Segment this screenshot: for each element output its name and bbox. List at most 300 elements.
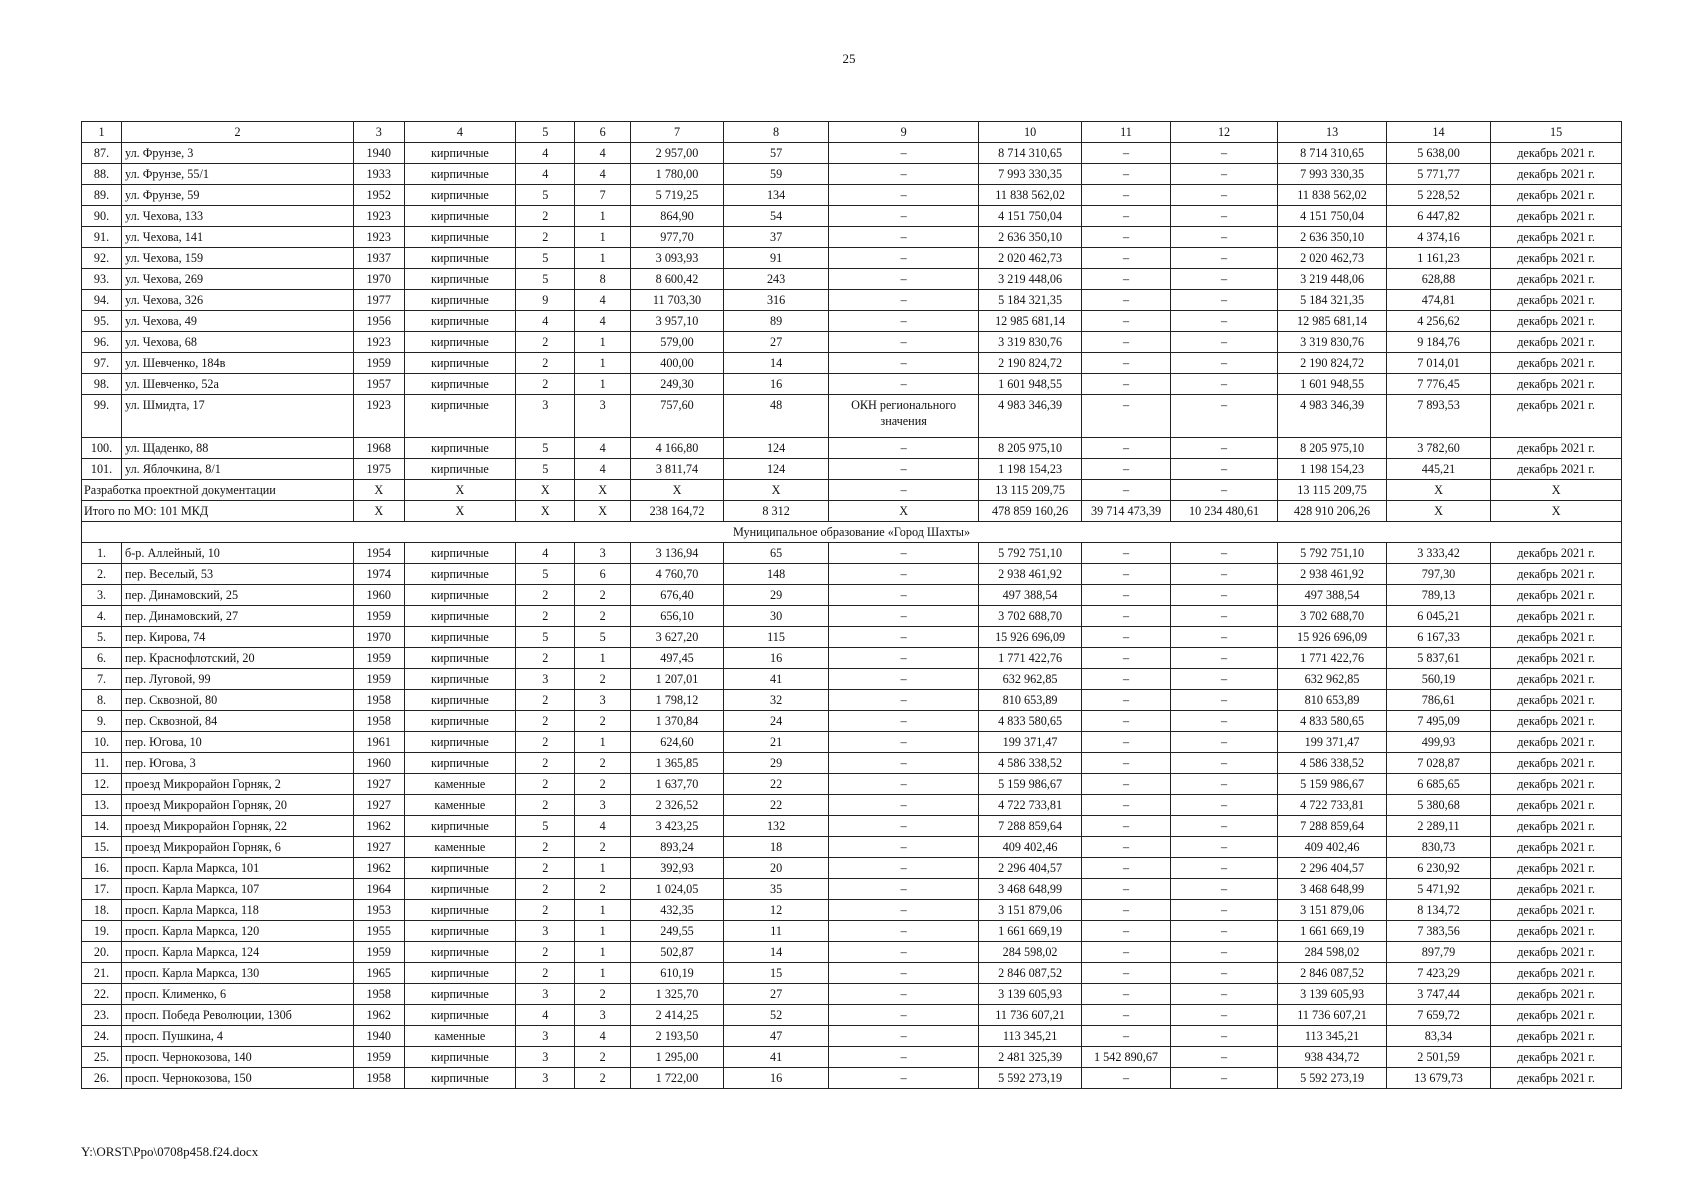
table-row	[82, 269, 1622, 290]
table-cell: 2	[516, 374, 575, 395]
table-cell: –	[1082, 480, 1171, 501]
table-cell: 1959	[353, 942, 404, 963]
table-cell: 5 380,68	[1386, 795, 1490, 816]
table-cell: просп. Клименко, 6	[122, 984, 354, 1005]
table-cell: кирпичные	[404, 353, 516, 374]
table-cell: 7 993 330,35	[1278, 164, 1387, 185]
table-cell: Х	[516, 501, 575, 522]
table-cell: –	[1082, 942, 1171, 963]
table-cell: 2	[516, 227, 575, 248]
table-cell: 786,61	[1386, 690, 1490, 711]
table-cell: –	[1170, 963, 1278, 984]
header-cell: 15	[1491, 122, 1622, 143]
table-cell: 14	[723, 942, 828, 963]
table-cell: 88.	[82, 164, 122, 185]
table-row	[82, 374, 1622, 395]
table-cell: кирпичные	[404, 816, 516, 837]
table-cell: 2	[516, 648, 575, 669]
table-cell: 1	[575, 900, 631, 921]
table-cell: ул. Щаденко, 88	[122, 438, 354, 459]
table-cell: 1 198 154,23	[1278, 459, 1387, 480]
table-cell: –	[829, 185, 979, 206]
table-cell: 91	[723, 248, 828, 269]
table-cell: 3 702 688,70	[978, 606, 1081, 627]
table-cell: 16.	[82, 858, 122, 879]
table-cell: кирпичные	[404, 942, 516, 963]
header-cell: 5	[516, 122, 575, 143]
table-cell: –	[1082, 227, 1171, 248]
table-cell: 1	[575, 353, 631, 374]
page-number: 25	[842, 51, 856, 66]
table-cell: –	[829, 837, 979, 858]
table-cell: 94.	[82, 290, 122, 311]
table-cell: 249,55	[631, 921, 724, 942]
table-cell: 1 161,23	[1386, 248, 1490, 269]
table-cell: 5 159 986,67	[978, 774, 1081, 795]
table-cell: 15 926 696,09	[978, 627, 1081, 648]
table-cell: 26.	[82, 1068, 122, 1089]
table-cell: 1	[575, 227, 631, 248]
table-cell: декабрь 2021 г.	[1491, 164, 1622, 185]
table-cell: 1923	[353, 227, 404, 248]
table-cell: 1	[575, 332, 631, 353]
table-cell: –	[829, 795, 979, 816]
table-cell: 2	[575, 585, 631, 606]
table-cell: пер. Югова, 3	[122, 753, 354, 774]
table-cell: 2	[516, 206, 575, 227]
table-cell: Х	[575, 480, 631, 501]
table-cell: Х	[404, 480, 516, 501]
table-cell: 797,30	[1386, 564, 1490, 585]
table-row	[82, 711, 1622, 732]
table-cell: 9	[516, 290, 575, 311]
table-cell: пер. Веселый, 53	[122, 564, 354, 585]
table-cell: 3 219 448,06	[978, 269, 1081, 290]
table-cell: проезд Микрорайон Горняк, 2	[122, 774, 354, 795]
table-cell: –	[1170, 711, 1278, 732]
table-cell: Х	[353, 480, 404, 501]
table-cell: –	[1082, 164, 1171, 185]
table-cell: 4	[575, 438, 631, 459]
table-cell: –	[1170, 585, 1278, 606]
table-cell: –	[1082, 690, 1171, 711]
table-cell: 1962	[353, 858, 404, 879]
table-cell: –	[1082, 185, 1171, 206]
table-cell: 1962	[353, 816, 404, 837]
table-row	[82, 984, 1622, 1005]
table-cell: 1 601 948,55	[1278, 374, 1387, 395]
table-cell: 3	[575, 690, 631, 711]
table-cell: 1 661 669,19	[1278, 921, 1387, 942]
table-cell: –	[1170, 227, 1278, 248]
table-cell: декабрь 2021 г.	[1491, 648, 1622, 669]
table-cell: 432,35	[631, 900, 724, 921]
table-cell: Х	[404, 501, 516, 522]
table-cell: –	[1082, 1005, 1171, 1026]
table-cell: 124	[723, 438, 828, 459]
table-cell: 5 792 751,10	[1278, 543, 1387, 564]
table-cell: 2	[516, 837, 575, 858]
table-cell: 2	[516, 795, 575, 816]
table-cell: 1 295,00	[631, 1047, 724, 1068]
table-cell: –	[829, 564, 979, 585]
table-cell: 2 636 350,10	[978, 227, 1081, 248]
table-cell: 8	[575, 269, 631, 290]
table-cell: 5	[516, 438, 575, 459]
table-cell: –	[1170, 1005, 1278, 1026]
table-cell: 3 957,10	[631, 311, 724, 332]
table-cell: пер. Краснофлотский, 20	[122, 648, 354, 669]
table-cell: 1 198 154,23	[978, 459, 1081, 480]
table-cell: 1961	[353, 732, 404, 753]
table-cell: кирпичные	[404, 648, 516, 669]
table-cell: кирпичные	[404, 1005, 516, 1026]
table-cell: –	[829, 164, 979, 185]
table-cell: 29	[723, 753, 828, 774]
table-cell: 7 383,56	[1386, 921, 1490, 942]
table-cell: 1958	[353, 690, 404, 711]
table-cell: 8.	[82, 690, 122, 711]
table-cell: 24.	[82, 1026, 122, 1047]
table-cell: 4	[575, 164, 631, 185]
table-cell: 2 481 325,39	[978, 1047, 1081, 1068]
table-cell: 2	[516, 585, 575, 606]
table-cell: 1	[575, 732, 631, 753]
table-cell: –	[1082, 753, 1171, 774]
table-cell: 409 402,46	[978, 837, 1081, 858]
table-cell: 4 586 338,52	[1278, 753, 1387, 774]
table-cell: 1 637,70	[631, 774, 724, 795]
table-cell: 2 938 461,92	[1278, 564, 1387, 585]
table-cell: 5	[516, 564, 575, 585]
table-cell: декабрь 2021 г.	[1491, 374, 1622, 395]
municipality-total-row-label: Итого по МО: 101 МКД	[82, 501, 354, 522]
table-cell: ул. Чехова, 326	[122, 290, 354, 311]
table-cell: просп. Пушкина, 4	[122, 1026, 354, 1047]
table-cell: 632 962,85	[978, 669, 1081, 690]
table-cell: кирпичные	[404, 564, 516, 585]
table-cell: 65	[723, 543, 828, 564]
table-cell: декабрь 2021 г.	[1491, 543, 1622, 564]
table-row	[82, 816, 1622, 837]
table-cell: 893,24	[631, 837, 724, 858]
table-cell: 93.	[82, 269, 122, 290]
table-cell: декабрь 2021 г.	[1491, 227, 1622, 248]
table-cell: кирпичные	[404, 879, 516, 900]
design-documentation-row-label: Разработка проектной документации	[82, 480, 354, 501]
table-cell: –	[1170, 164, 1278, 185]
table-row	[82, 753, 1622, 774]
table-cell: ул. Чехова, 68	[122, 332, 354, 353]
table-cell: 7 288 859,64	[1278, 816, 1387, 837]
header-cell: 7	[631, 122, 724, 143]
table-cell: –	[829, 1005, 979, 1026]
table-cell: 17.	[82, 879, 122, 900]
table-cell: 2	[575, 774, 631, 795]
table-cell: 5	[516, 185, 575, 206]
table-cell: Х	[723, 480, 828, 501]
table-cell: –	[829, 753, 979, 774]
table-cell: 632 962,85	[1278, 669, 1387, 690]
table-cell: 4	[516, 543, 575, 564]
table-cell: –	[1170, 795, 1278, 816]
table-cell: 5	[516, 816, 575, 837]
table-cell: 1933	[353, 164, 404, 185]
table-row	[82, 942, 1622, 963]
table-cell: 3 151 879,06	[1278, 900, 1387, 921]
table-cell: декабрь 2021 г.	[1491, 900, 1622, 921]
table-cell: 7.	[82, 669, 122, 690]
table-cell: –	[1170, 374, 1278, 395]
table-cell: 2	[575, 879, 631, 900]
table-cell: 115	[723, 627, 828, 648]
table-cell: 5	[516, 269, 575, 290]
table-cell: 8 134,72	[1386, 900, 1490, 921]
table-cell: проезд Микрорайон Горняк, 6	[122, 837, 354, 858]
table-cell: 1977	[353, 290, 404, 311]
table-cell: 1923	[353, 332, 404, 353]
table-cell: 3 782,60	[1386, 438, 1490, 459]
table-cell: кирпичные	[404, 227, 516, 248]
table-cell: кирпичные	[404, 269, 516, 290]
table-cell: 977,70	[631, 227, 724, 248]
table-cell: ул. Шевченко, 52а	[122, 374, 354, 395]
table-cell: декабрь 2021 г.	[1491, 311, 1622, 332]
table-cell: декабрь 2021 г.	[1491, 858, 1622, 879]
table-cell: –	[1082, 1026, 1171, 1047]
table-cell: 96.	[82, 332, 122, 353]
table-cell: 1953	[353, 900, 404, 921]
table-cell: 3	[575, 1005, 631, 1026]
table-cell: –	[1082, 353, 1171, 374]
table-cell: кирпичные	[404, 143, 516, 164]
table-cell: 392,93	[631, 858, 724, 879]
table-cell: 15.	[82, 837, 122, 858]
table-cell: 1	[575, 942, 631, 963]
table-cell: 1958	[353, 984, 404, 1005]
table-cell: –	[1082, 564, 1171, 585]
table-cell: 474,81	[1386, 290, 1490, 311]
table-cell: 5 159 986,67	[1278, 774, 1387, 795]
table-cell: декабрь 2021 г.	[1491, 879, 1622, 900]
table-cell: 1965	[353, 963, 404, 984]
table-cell: 113 345,21	[1278, 1026, 1387, 1047]
table-cell: 2	[575, 711, 631, 732]
table-cell: 7 659,72	[1386, 1005, 1490, 1026]
table-cell: 502,87	[631, 942, 724, 963]
table-cell: Х	[353, 501, 404, 522]
table-cell: 4 983 346,39	[1278, 395, 1387, 438]
table-cell: 5	[516, 627, 575, 648]
table-cell: –	[829, 353, 979, 374]
table-cell: 4	[575, 290, 631, 311]
table-cell: декабрь 2021 г.	[1491, 711, 1622, 732]
table-cell: декабрь 2021 г.	[1491, 185, 1622, 206]
table-cell: пер. Югова, 10	[122, 732, 354, 753]
table-row	[82, 438, 1622, 459]
table-cell: –	[1082, 206, 1171, 227]
table-cell: 5 771,77	[1386, 164, 1490, 185]
table-cell: 4	[575, 311, 631, 332]
table-cell: декабрь 2021 г.	[1491, 438, 1622, 459]
table-cell: 1 365,85	[631, 753, 724, 774]
table-cell: 18	[723, 837, 828, 858]
table-cell: 23.	[82, 1005, 122, 1026]
table-cell: 1954	[353, 543, 404, 564]
table-cell: 497,45	[631, 648, 724, 669]
table-cell: –	[1082, 984, 1171, 1005]
table-cell: 6 447,82	[1386, 206, 1490, 227]
table-cell: –	[1082, 248, 1171, 269]
table-cell: 2	[516, 753, 575, 774]
table-cell: 1956	[353, 311, 404, 332]
table-cell: 6 167,33	[1386, 627, 1490, 648]
table-cell: 113 345,21	[978, 1026, 1081, 1047]
table-row	[82, 143, 1622, 164]
table-row	[82, 459, 1622, 480]
table-cell: –	[829, 248, 979, 269]
table-cell: –	[1170, 816, 1278, 837]
table-cell: 4 151 750,04	[1278, 206, 1387, 227]
table-cell: 98.	[82, 374, 122, 395]
table-cell: 1 771 422,76	[978, 648, 1081, 669]
table-cell: 5 719,25	[631, 185, 724, 206]
table-cell: 3 319 830,76	[1278, 332, 1387, 353]
table-cell: декабрь 2021 г.	[1491, 690, 1622, 711]
table-cell: 4	[575, 143, 631, 164]
table-row	[82, 627, 1622, 648]
table-cell: 2	[516, 942, 575, 963]
table-cell: 3.	[82, 585, 122, 606]
table-cell: 8 714 310,65	[978, 143, 1081, 164]
table-cell: 12.	[82, 774, 122, 795]
table-cell: 7 776,45	[1386, 374, 1490, 395]
table-cell: просп. Карла Маркса, 120	[122, 921, 354, 942]
table-cell: –	[1082, 648, 1171, 669]
table-cell: –	[1082, 438, 1171, 459]
table-cell: кирпичные	[404, 185, 516, 206]
table-cell: 1964	[353, 879, 404, 900]
table-cell: декабрь 2021 г.	[1491, 269, 1622, 290]
table-cell: кирпичные	[404, 606, 516, 627]
table-cell: 3 627,20	[631, 627, 724, 648]
table-cell: просп. Чернокозова, 140	[122, 1047, 354, 1068]
table-cell: –	[1082, 816, 1171, 837]
table-cell: 13 115 209,75	[978, 480, 1081, 501]
table-cell: 284 598,02	[978, 942, 1081, 963]
table-cell: –	[1170, 459, 1278, 480]
table-cell: 810 653,89	[978, 690, 1081, 711]
table-cell: 579,00	[631, 332, 724, 353]
table-cell: 1974	[353, 564, 404, 585]
table-cell: –	[829, 879, 979, 900]
table-cell: 2 020 462,73	[978, 248, 1081, 269]
table-cell: кирпичные	[404, 438, 516, 459]
table-cell: 35	[723, 879, 828, 900]
table-cell: 19.	[82, 921, 122, 942]
table-cell: 8 714 310,65	[1278, 143, 1387, 164]
table-cell: 3	[575, 395, 631, 438]
table-row	[82, 732, 1622, 753]
table-cell: каменные	[404, 1026, 516, 1047]
section-heading-row	[82, 522, 1622, 543]
table-cell: 3 811,74	[631, 459, 724, 480]
table-cell: –	[829, 480, 979, 501]
table-cell: 83,34	[1386, 1026, 1490, 1047]
table-row	[82, 690, 1622, 711]
table-cell: Х	[1386, 501, 1490, 522]
table-cell: –	[1170, 627, 1278, 648]
table-cell: 5 228,52	[1386, 185, 1490, 206]
table-cell: 13.	[82, 795, 122, 816]
table-cell: –	[1082, 374, 1171, 395]
table-cell: –	[1170, 858, 1278, 879]
table-cell: –	[829, 374, 979, 395]
table-cell: 2 846 087,52	[1278, 963, 1387, 984]
table-cell: 10 234 480,61	[1170, 501, 1278, 522]
table-cell: 1	[575, 921, 631, 942]
table-cell: 2 289,11	[1386, 816, 1490, 837]
header-cell: 12	[1170, 122, 1278, 143]
table-cell: 445,21	[1386, 459, 1490, 480]
table-cell: 938 434,72	[1278, 1047, 1387, 1068]
table-cell: –	[1082, 921, 1171, 942]
table-cell: 54	[723, 206, 828, 227]
table-cell: каменные	[404, 795, 516, 816]
table-cell: 7 423,29	[1386, 963, 1490, 984]
table-cell: 5 471,92	[1386, 879, 1490, 900]
table-cell: 1960	[353, 753, 404, 774]
table-row	[82, 585, 1622, 606]
table-cell: декабрь 2021 г.	[1491, 942, 1622, 963]
table-row	[82, 837, 1622, 858]
table-cell: декабрь 2021 г.	[1491, 459, 1622, 480]
table-cell: 4 151 750,04	[978, 206, 1081, 227]
table-cell: –	[829, 984, 979, 1005]
table-cell: 9 184,76	[1386, 332, 1490, 353]
header-cell: 3	[353, 122, 404, 143]
document-file-path: Y:\ORST\Ppo\0708p458.f24.docx	[81, 1144, 259, 1159]
table-cell: декабрь 2021 г.	[1491, 585, 1622, 606]
table-cell: –	[1082, 732, 1171, 753]
table-cell: 5 592 273,19	[1278, 1068, 1387, 1089]
table-cell: –	[1170, 269, 1278, 290]
table-cell: 27	[723, 332, 828, 353]
table-cell: кирпичные	[404, 900, 516, 921]
table-cell: декабрь 2021 г.	[1491, 206, 1622, 227]
table-cell: Х	[1491, 480, 1622, 501]
table-cell: –	[829, 921, 979, 942]
table-cell: 2	[575, 606, 631, 627]
table-cell: –	[1170, 753, 1278, 774]
table-cell: ул. Чехова, 49	[122, 311, 354, 332]
table-cell: 95.	[82, 311, 122, 332]
table-cell: декабрь 2021 г.	[1491, 353, 1622, 374]
table-cell: –	[829, 711, 979, 732]
table-cell: проезд Микрорайон Горняк, 22	[122, 816, 354, 837]
table-cell: –	[829, 669, 979, 690]
table-cell: кирпичные	[404, 921, 516, 942]
table-cell: 897,79	[1386, 942, 1490, 963]
table-cell: декабрь 2021 г.	[1491, 290, 1622, 311]
table-cell: 1959	[353, 1047, 404, 1068]
table-cell: –	[1170, 1047, 1278, 1068]
table-cell: –	[1170, 185, 1278, 206]
table-row	[82, 395, 1622, 438]
table-row	[82, 1005, 1622, 1026]
table-cell: 3 093,93	[631, 248, 724, 269]
table-cell: 3	[516, 921, 575, 942]
